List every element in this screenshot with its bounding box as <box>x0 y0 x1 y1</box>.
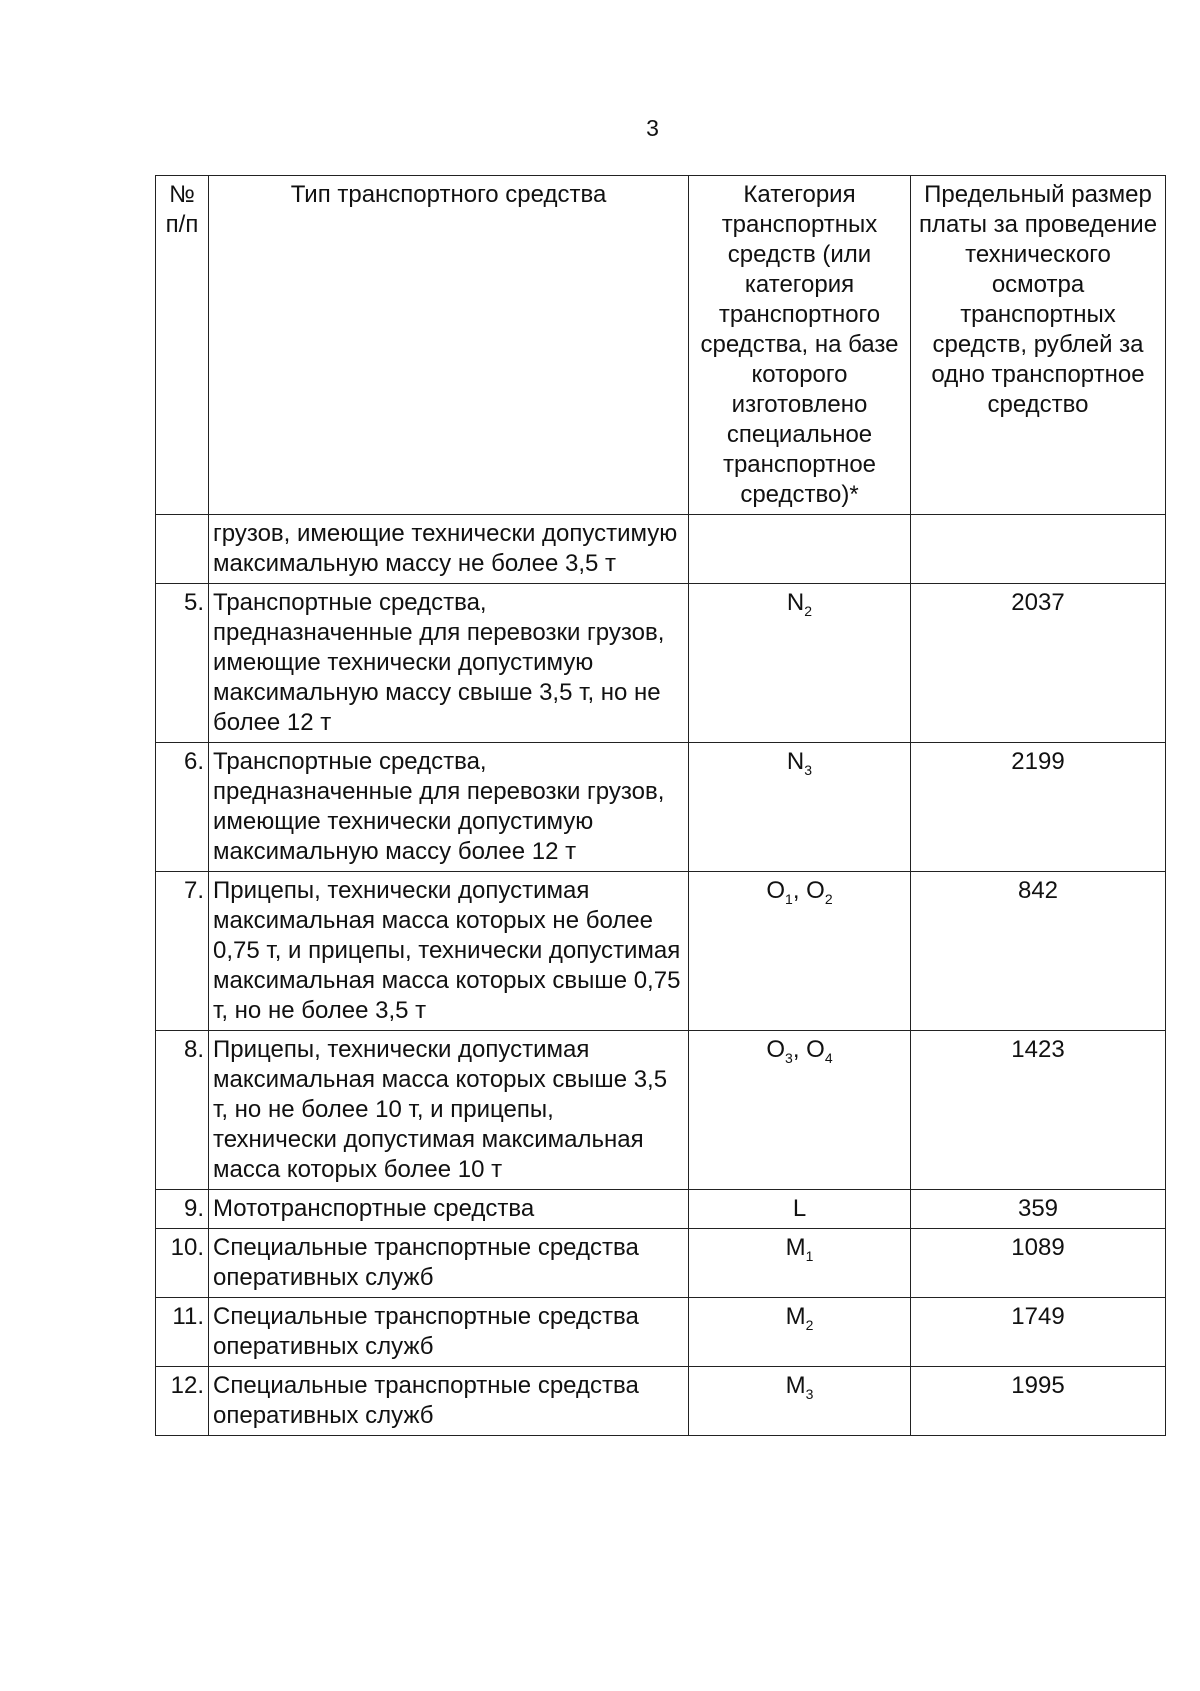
row-category <box>689 1190 911 1229</box>
header-max-fee: Предельный размер платы за проведение технического осмотра транспортных средств, рублей за одно транспортное средство <box>911 176 1166 515</box>
row-vehicle-type: Прицепы, технически допустимая максимальная масса которых не более 0,75 т, и прицепы, технически допустимая максимальная масса которых свыше 0,75 т, но не более 3,5 т <box>209 872 689 1031</box>
category-subscript: 3 <box>804 762 813 778</box>
row-number: 8. <box>156 1031 209 1190</box>
header-category: Категория транспортных средств (или категория транспортного средства, на базе которого изготовлено специальное транспортное средство)* <box>689 176 911 515</box>
row-vehicle-type: грузов, имеющие технически допустимую максимальную массу не более 3,5 т <box>209 515 689 584</box>
row-vehicle-type: Специальные транспортные средства оперативных служб <box>209 1367 689 1436</box>
category-separator: , <box>792 877 807 904</box>
category-subscript: 2 <box>805 1317 814 1333</box>
page-number: 3 <box>646 115 659 141</box>
table-row <box>156 1190 1166 1229</box>
header-vehicle-type: Тип транспортного средства <box>209 176 689 515</box>
row-category <box>689 743 911 872</box>
row-vehicle-type: Специальные транспортные средства оперативных служб <box>209 1229 689 1298</box>
row-category <box>689 1298 911 1367</box>
row-number: 6. <box>156 743 209 872</box>
row-category <box>689 515 911 584</box>
tariff-table <box>155 175 1166 1436</box>
row-max-fee: 2037 <box>911 584 1166 743</box>
table-row <box>156 1229 1166 1298</box>
row-category <box>689 1229 911 1298</box>
row-number: 11. <box>156 1298 209 1367</box>
table-header-row <box>156 176 1166 515</box>
row-max-fee: 1423 <box>911 1031 1166 1190</box>
table-row <box>156 584 1166 743</box>
row-vehicle-type: Прицепы, технически допустимая максимальная масса которых свыше 3,5 т, но не более 10 т, и прицепы, технически допустимая максимальная масса которых более 10 т <box>209 1031 689 1190</box>
row-vehicle-type: Мототранспортные средства <box>209 1190 689 1229</box>
table-row <box>156 1298 1166 1367</box>
row-number: 5. <box>156 584 209 743</box>
row-vehicle-type: Транспортные средства, предназначенные для перевозки грузов, имеющие технически допустимую максимальную массу свыше 3,5 т, но не более 12 т <box>209 584 689 743</box>
category-subscript: 4 <box>824 1050 833 1066</box>
table-body <box>156 515 1166 1436</box>
category-letter: M <box>785 1234 806 1261</box>
category-subscript: 3 <box>785 1050 793 1066</box>
category-subscript: 3 <box>805 1386 814 1402</box>
category-letter: M <box>785 1372 806 1399</box>
category-letter: O <box>766 877 786 904</box>
category-letter: L <box>792 1195 807 1222</box>
table-row <box>156 1367 1166 1436</box>
row-number: 10. <box>156 1229 209 1298</box>
row-max-fee: 2199 <box>911 743 1166 872</box>
row-number: 9. <box>156 1190 209 1229</box>
category-subscript: 1 <box>785 891 793 907</box>
category-separator: , <box>792 1036 807 1063</box>
category-letter: O <box>806 877 825 904</box>
row-max-fee <box>911 515 1166 584</box>
category-letter: O <box>806 1036 825 1063</box>
row-max-fee: 1089 <box>911 1229 1166 1298</box>
category-letter: O <box>766 1036 786 1063</box>
header-number: № п/п <box>156 176 209 515</box>
row-vehicle-type: Транспортные средства, предназначенные для перевозки грузов, имеющие технически допустимую максимальную массу более 12 т <box>209 743 689 872</box>
category-letter: N <box>786 589 805 616</box>
category-letter: N <box>786 748 805 775</box>
row-number: 12. <box>156 1367 209 1436</box>
row-category <box>689 584 911 743</box>
category-subscript: 2 <box>824 891 833 907</box>
table-row <box>156 1031 1166 1190</box>
row-category <box>689 872 911 1031</box>
row-max-fee: 359 <box>911 1190 1166 1229</box>
row-max-fee: 1749 <box>911 1298 1166 1367</box>
category-subscript: 2 <box>804 603 813 619</box>
row-max-fee: 842 <box>911 872 1166 1031</box>
category-subscript: 1 <box>805 1248 814 1264</box>
row-number: 7. <box>156 872 209 1031</box>
row-category <box>689 1031 911 1190</box>
row-number <box>156 515 209 584</box>
table-row <box>156 743 1166 872</box>
table-row <box>156 515 1166 584</box>
row-category <box>689 1367 911 1436</box>
table-row <box>156 872 1166 1031</box>
row-max-fee: 1995 <box>911 1367 1166 1436</box>
category-letter: M <box>785 1303 806 1330</box>
row-vehicle-type: Специальные транспортные средства оперативных служб <box>209 1298 689 1367</box>
